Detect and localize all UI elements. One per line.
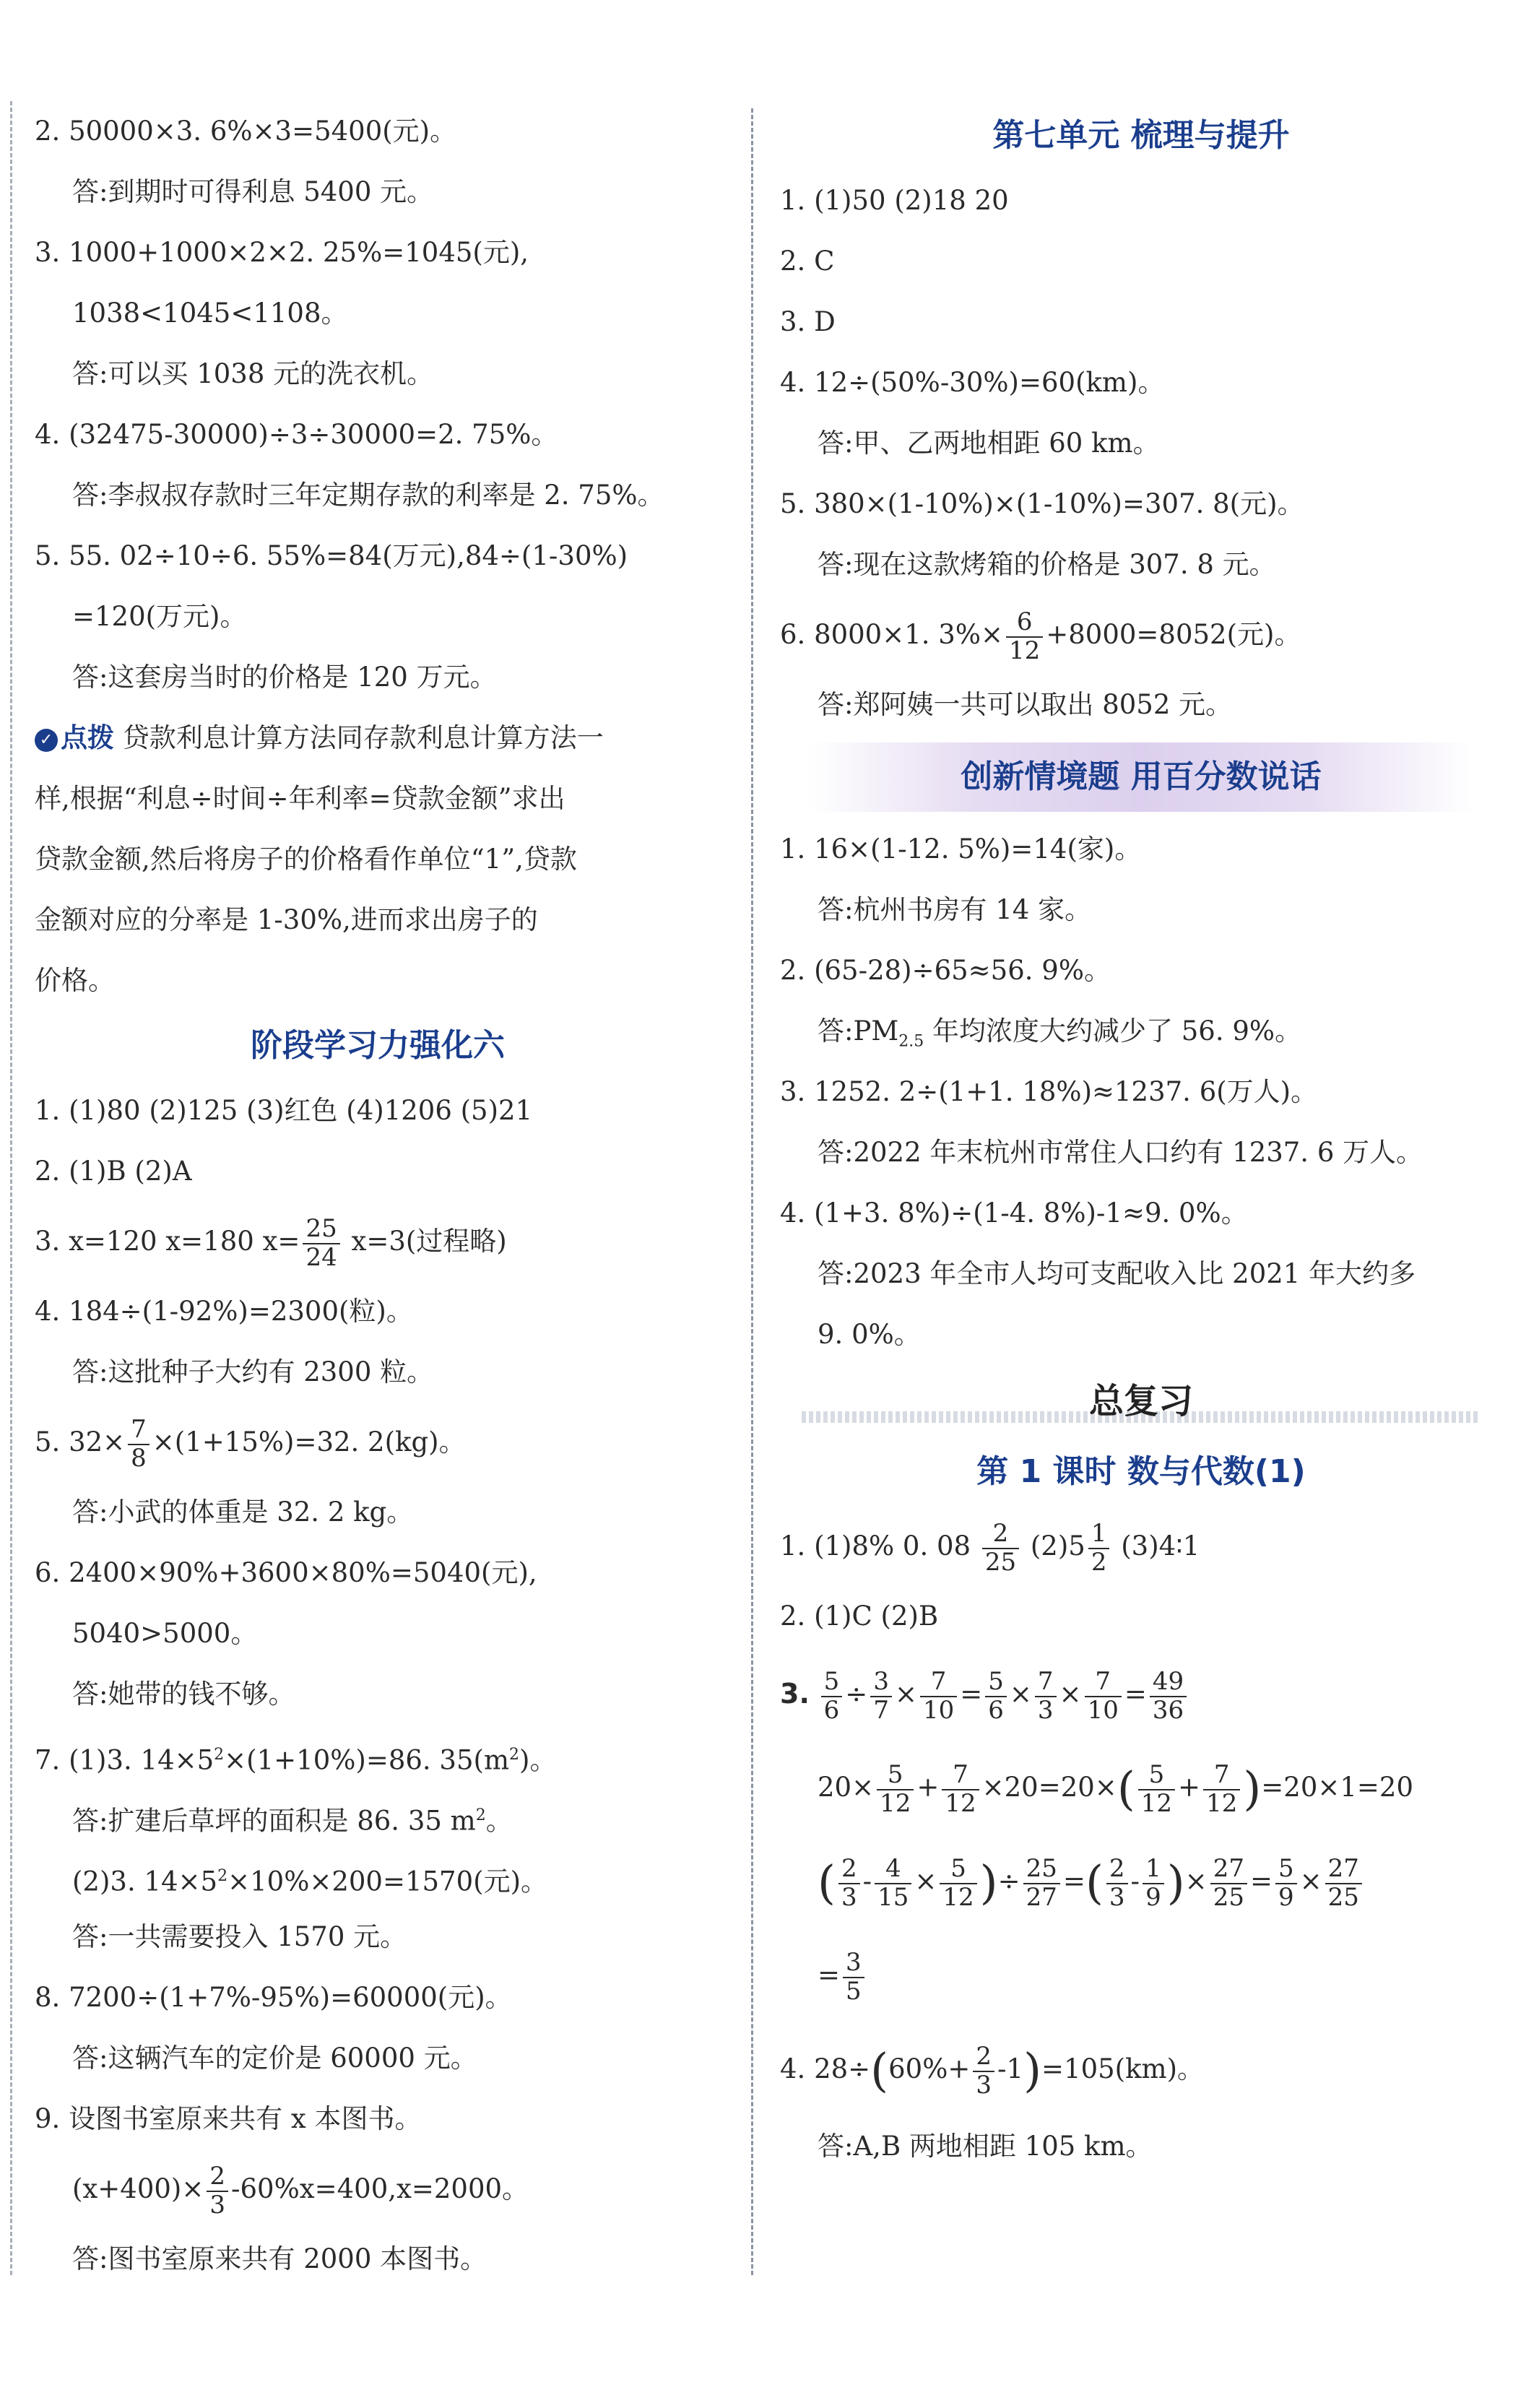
answer-line <box>780 1741 1502 1835</box>
numerator: 5 <box>1138 1762 1175 1790</box>
answer-line: 1. (1)50 (2)18 20 <box>780 185 1009 216</box>
text: 答:扩建后草坪的面积是 86. 35 m <box>72 1805 476 1837</box>
denominator: 3 <box>976 2070 992 2100</box>
answer-line: 5. 380×(1-10%)×(1-10%)=307. 8(元)。 <box>780 488 1304 519</box>
answer-line <box>780 1647 1502 1741</box>
denominator: 25 <box>1327 1882 1359 1912</box>
fraction <box>1203 1762 1240 1817</box>
operator: × <box>1184 1866 1208 1897</box>
answer-line <box>780 1507 1502 1586</box>
answer-line: 5. 55. 02÷10÷6. 55%=84(万元),84÷(1-30%) <box>35 540 628 571</box>
operator: × <box>914 1866 937 1897</box>
left-paren: ( <box>818 1856 836 1910</box>
fraction <box>1006 609 1043 664</box>
denominator: 5 <box>846 1976 862 2006</box>
denominator: 2 <box>1091 1547 1107 1577</box>
answer-line: 4. 184÷(1-92%)=2300(粒)。 <box>35 1296 413 1327</box>
fraction <box>843 1949 864 2005</box>
numerator: 2 <box>1106 1855 1128 1884</box>
superscript: 2 <box>509 1746 520 1764</box>
denominator: 3 <box>209 2190 226 2219</box>
operator: = <box>960 1679 983 1710</box>
answer-line: 8. 7200÷(1+7%-95%)=60000(元)。 <box>35 1982 512 2013</box>
answer-line: 答:一共需要投入 1570 元。 <box>72 1921 407 1952</box>
text: 年均浓度大约减少了 56. 9%。 <box>924 1015 1302 1047</box>
denominator: 12 <box>942 1882 974 1912</box>
operator: - <box>1130 1866 1140 1897</box>
numerator: 2 <box>207 2163 228 2191</box>
left-paren: ( <box>1085 1856 1104 1910</box>
answer-line: 答:杭州书房有 14 家。 <box>818 894 1092 925</box>
text: 6. 8000×1. 3%× <box>780 619 1003 650</box>
text: 1. (1)8% 0. 08 <box>780 1530 979 1562</box>
denominator: 27 <box>1026 1882 1057 1912</box>
fraction <box>1106 1855 1128 1911</box>
section-title: 第七单元 梳理与提升 <box>992 117 1290 154</box>
answer-line: 2. (65-28)÷65≈56. 9%。 <box>780 955 1111 986</box>
denominator: 12 <box>1206 1788 1238 1818</box>
answer-line <box>35 1846 721 1907</box>
fraction <box>1085 1668 1122 1724</box>
answer-line: 5040>5000。 <box>72 1618 258 1649</box>
right-paren: ) <box>1023 2044 1042 2098</box>
fraction <box>942 1762 979 1817</box>
fraction <box>973 2043 994 2099</box>
fraction <box>1143 1855 1164 1911</box>
answer-line: 3. D <box>780 306 836 337</box>
answer-line: 3. 1000+1000×2×2. 25%=1045(元), <box>35 237 529 268</box>
operator: × <box>1059 1679 1082 1710</box>
right-column <box>780 101 1502 2177</box>
item-number: 3. <box>780 1678 810 1710</box>
text: -1 <box>997 2053 1024 2084</box>
denominator: 10 <box>922 1695 955 1725</box>
section-title: 阶段学习力强化六 <box>251 1027 505 1064</box>
answer-line: 4. (1+3. 8%)÷(1-4. 8%)-1≈9. 0%。 <box>780 1197 1248 1229</box>
answer-line: 2. 50000×3. 6%×3=5400(元)。 <box>35 116 457 147</box>
fraction <box>1138 1762 1175 1817</box>
denominator: 36 <box>1152 1695 1184 1725</box>
answer-line: 答:小武的体重是 32. 2 kg。 <box>72 1497 414 1528</box>
text: 。 <box>485 1805 513 1837</box>
text: -60%x=400,x=2000。 <box>231 2173 529 2204</box>
text: (3)4∶1 <box>1112 1530 1200 1562</box>
answer-line <box>35 1202 721 1281</box>
text: )。 <box>519 1744 557 1776</box>
numerator: 7 <box>920 1668 957 1697</box>
numerator: 27 <box>1210 1855 1247 1884</box>
fraction <box>1210 1855 1247 1911</box>
answer-line: 1. 16×(1-12. 5%)=14(家)。 <box>780 833 1142 865</box>
text: 20× <box>818 1772 875 1803</box>
text: 3. x=120 x=180 x= <box>35 1226 300 1257</box>
tip-line: 价格。 <box>35 965 115 996</box>
left-paren: ( <box>870 2044 889 2098</box>
denominator: 12 <box>880 1788 911 1818</box>
text: +8000=8052(元)。 <box>1046 619 1301 650</box>
fraction <box>1150 1668 1187 1724</box>
column-divider <box>751 108 753 2275</box>
fraction <box>870 1668 892 1724</box>
answer-line: 4. 12÷(50%-30%)=60(km)。 <box>780 367 1165 398</box>
fraction <box>303 1216 339 1271</box>
text: 7. (1)3. 14×5 <box>35 1744 214 1776</box>
superscript: 2 <box>217 1867 228 1885</box>
numerator: 5 <box>940 1855 976 1884</box>
text: ×10%×200=1570(元)。 <box>227 1866 548 1897</box>
numerator: 7 <box>128 1416 149 1445</box>
denominator: 3 <box>1109 1882 1125 1912</box>
text: (2)5 <box>1022 1530 1085 1562</box>
answer-line: 答:可以买 1038 元的洗衣机。 <box>72 358 434 389</box>
numerator: 2 <box>973 2043 994 2071</box>
numerator: 1 <box>1088 1520 1110 1549</box>
numerator: 2 <box>982 1520 1019 1549</box>
tip-icon: ✓ <box>35 729 58 752</box>
fraction <box>985 1668 1007 1724</box>
numerator: 4 <box>875 1855 911 1884</box>
left-margin-rule <box>10 101 12 2275</box>
operator: + <box>916 1772 940 1803</box>
numerator: 5 <box>985 1668 1007 1697</box>
answer-line <box>35 1725 721 1785</box>
section-title: 创新情境题 用百分数说话 <box>809 742 1473 812</box>
text: x=3(过程略) <box>342 1226 507 1257</box>
numerator: 5 <box>877 1762 914 1790</box>
operator: - <box>862 1866 872 1897</box>
numerator: 25 <box>1023 1855 1060 1884</box>
left-column <box>35 101 721 2290</box>
fraction <box>1023 1855 1060 1911</box>
denominator: 8 <box>131 1443 147 1473</box>
fraction <box>207 2163 228 2219</box>
text: 4. 28÷ <box>780 2053 871 2084</box>
right-paren: ) <box>1243 1762 1262 1816</box>
tip-line <box>35 708 721 768</box>
text: (2)3. 14×5 <box>72 1866 218 1897</box>
answer-line: 3. 1252. 2÷(1+1. 18%)≈1237. 6(万人)。 <box>780 1076 1318 1107</box>
operator: = <box>818 1959 841 1991</box>
numerator: 2 <box>838 1855 860 1884</box>
left-paren: ( <box>1117 1762 1135 1816</box>
tip-text: 贷款利息计算方法同存款利息计算方法一 <box>114 722 604 753</box>
fraction <box>1088 1520 1110 1576</box>
fraction <box>940 1855 976 1911</box>
denominator: 25 <box>1213 1882 1244 1912</box>
denominator: 15 <box>877 1882 909 1912</box>
text: 答:PM <box>818 1015 899 1047</box>
answer-line: 答:这套房当时的价格是 120 万元。 <box>72 662 497 693</box>
tip-tag: 点拨 <box>61 722 114 753</box>
fraction <box>1325 1855 1362 1911</box>
fraction <box>982 1520 1019 1576</box>
answer-line <box>780 595 1502 675</box>
denominator: 9 <box>1145 1882 1161 1912</box>
answer-line: 答:郑阿姨一共可以取出 8052 元。 <box>818 689 1233 720</box>
fraction <box>821 1668 843 1724</box>
text: ×20=20× <box>981 1772 1117 1803</box>
answer-line: 2. (1)C (2)B <box>780 1601 939 1632</box>
denominator: 12 <box>945 1788 976 1818</box>
denominator: 3 <box>841 1882 857 1912</box>
answer-line: 9. 0%。 <box>818 1319 921 1350</box>
answer-line <box>780 1001 1502 1062</box>
review-title <box>780 1365 1502 1437</box>
answer-line: 1. (1)80 (2)125 (3)红色 (4)1206 (5)21 <box>35 1095 533 1126</box>
answer-line: 2. (1)B (2)A <box>35 1156 192 1187</box>
answer-line: =120(万元)。 <box>72 601 247 632</box>
text: =20×1=20 <box>1261 1772 1414 1803</box>
operator: = <box>1062 1866 1085 1897</box>
numerator: 27 <box>1325 1855 1362 1884</box>
numerator: 7 <box>1203 1762 1240 1790</box>
fraction <box>875 1855 911 1911</box>
operator: × <box>1009 1679 1032 1710</box>
superscript: 2 <box>214 1746 225 1764</box>
operator: ÷ <box>997 1866 1020 1897</box>
operator: × <box>894 1679 917 1710</box>
denominator: 12 <box>1140 1788 1173 1818</box>
answer-line: 答:李叔叔存款时三年定期存款的利率是 2. 75%。 <box>72 480 664 511</box>
answer-line <box>35 1403 721 1482</box>
numerator: 7 <box>1085 1668 1122 1697</box>
subscript: 2.5 <box>898 1032 924 1051</box>
denominator: 9 <box>1278 1882 1294 1912</box>
section-title: 第 1 课时 数与代数(1) <box>976 1453 1306 1490</box>
answer-line: 1038<1045<1108。 <box>72 298 348 329</box>
fraction <box>1275 1855 1297 1911</box>
denominator: 7 <box>873 1695 889 1725</box>
numerator: 7 <box>942 1762 979 1790</box>
numerator: 3 <box>870 1668 892 1697</box>
answer-line: 答:她带的钱不够。 <box>72 1679 295 1710</box>
tip-line: 样,根据“利息÷时间÷年利率=贷款金额”求出 <box>35 783 565 814</box>
numerator: 5 <box>1275 1855 1297 1884</box>
operator: = <box>1124 1679 1147 1710</box>
fraction <box>1035 1668 1057 1724</box>
text: (x+400)× <box>72 2173 204 2204</box>
numerator: 3 <box>843 1949 864 1978</box>
operator: ÷ <box>845 1679 868 1710</box>
answer-line: 9. 设图书室原来共有 x 本图书。 <box>35 2103 422 2134</box>
numerator: 6 <box>1006 609 1043 637</box>
fraction <box>920 1668 957 1724</box>
answer-line: 答:甲、乙两地相距 60 km。 <box>818 428 1160 459</box>
answer-line: 答:2023 年全市人均可支配收入比 2021 年大约多 <box>818 1258 1416 1289</box>
denominator: 25 <box>984 1547 1017 1577</box>
answer-line <box>780 1835 1502 1928</box>
fraction <box>128 1416 149 1472</box>
fraction <box>877 1762 914 1817</box>
answer-line: 答:这批种子大约有 2300 粒。 <box>72 1356 434 1387</box>
denominator: 6 <box>988 1695 1004 1725</box>
answer-line <box>35 2149 721 2229</box>
text: ×(1+10%)=86. 35(m <box>224 1744 510 1776</box>
operator: × <box>1299 1866 1322 1897</box>
denominator: 3 <box>1037 1695 1054 1725</box>
answer-line: 4. (32475-30000)÷3÷30000=2. 75%。 <box>35 419 558 450</box>
answer-line: 答:A,B 两地相距 105 km。 <box>818 2131 1153 2162</box>
right-paren: ) <box>979 1856 998 1910</box>
numerator: 25 <box>303 1216 339 1244</box>
denominator: 12 <box>1009 636 1041 665</box>
answer-line <box>780 2022 1502 2116</box>
numerator: 1 <box>1143 1855 1164 1884</box>
numerator: 7 <box>1035 1668 1057 1697</box>
text: 60%+ <box>888 2053 971 2084</box>
superscript: 2 <box>475 1806 486 1824</box>
answer-line <box>780 1928 1502 2022</box>
numerator: 49 <box>1150 1668 1187 1697</box>
text: 总复习 <box>1088 1381 1193 1421</box>
answer-line: 答:这辆汽车的定价是 60000 元。 <box>72 2043 477 2074</box>
denominator: 10 <box>1087 1695 1119 1725</box>
numerator: 5 <box>821 1668 843 1697</box>
answer-line: 6. 2400×90%+3600×80%=5040(元), <box>35 1557 537 1588</box>
fraction <box>838 1855 860 1911</box>
right-paren: ) <box>1166 1856 1185 1910</box>
denominator: 24 <box>305 1242 337 1272</box>
tip-line: 贷款金额,然后将房子的价格看作单位“1”,贷款 <box>35 844 577 875</box>
tip-line: 金额对应的分率是 1-30%,进而求出房子的 <box>35 904 538 935</box>
answer-line: 答:2022 年末杭州市常住人口约有 1237. 6 万人。 <box>818 1137 1423 1168</box>
answer-line: 答:现在这款烤箱的价格是 307. 8 元。 <box>818 549 1276 580</box>
answer-line <box>35 1785 721 1846</box>
answer-line: 2. C <box>780 246 835 277</box>
text: ×(1+15%)=32. 2(kg)。 <box>152 1426 466 1458</box>
denominator: 6 <box>823 1695 840 1725</box>
answer-line: 答:图书室原来共有 2000 本图书。 <box>72 2243 487 2274</box>
operator: + <box>1178 1772 1201 1803</box>
answer-line: 答:到期时可得利息 5400 元。 <box>72 176 434 207</box>
text: =105(km)。 <box>1041 2053 1205 2084</box>
text: 5. 32× <box>35 1426 126 1458</box>
operator: = <box>1249 1866 1273 1897</box>
